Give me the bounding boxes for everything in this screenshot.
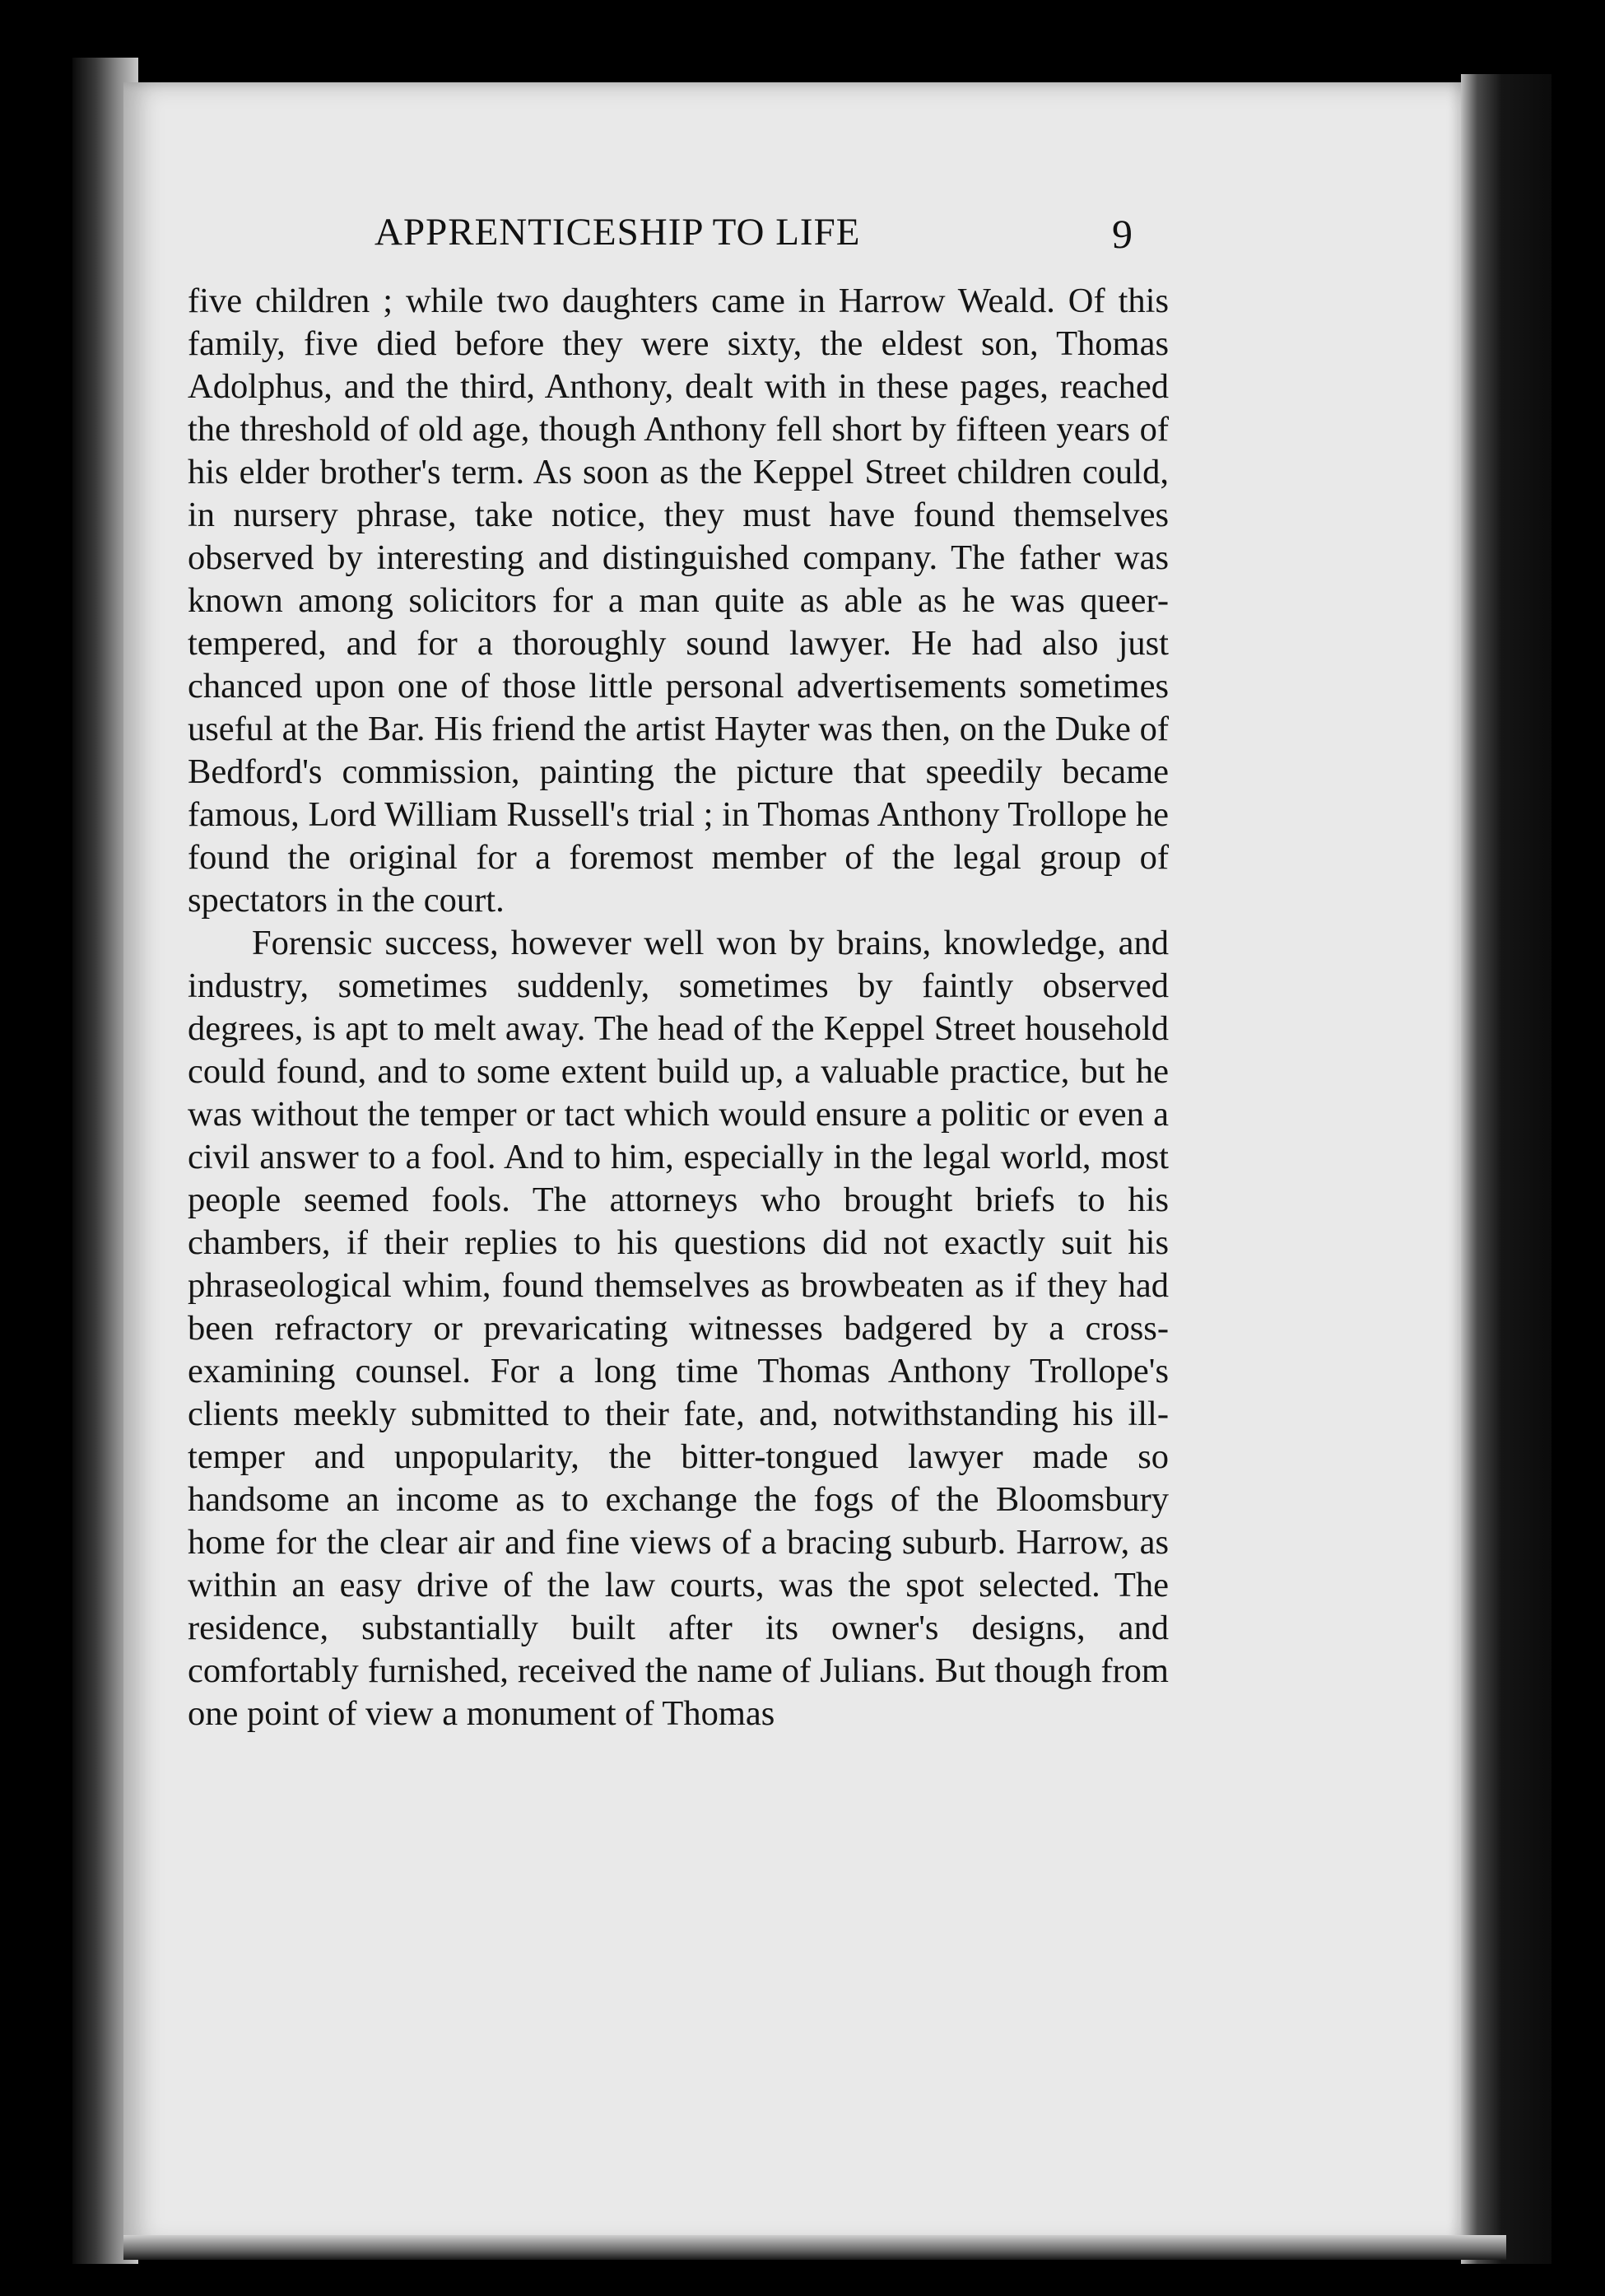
paragraph: Forensic success, however well won by brains, knowledge, and industry, sometimes suddenly, sometimes by faintly observed degrees, is apt to melt away. The head of the Keppel Street household could found, and to some extent build up, a valuable practice, but he was without the temper or tact which would ensure a politic or even a civil answer to a fool. And to him, especially in the legal world, most people seemed fools. The attorneys who brought briefs to his chambers, if their replies to his questions did not exactly suit his phraseological whim, found themselves as browbeaten as if they had been refractory or prevaricating witnesses badgered by a cross-examining counsel. For a long time Thomas Anthony Trollope's clients meekly submitted to their fate, and, notwithstanding his ill-temper and unpopularity, the bitter-tongued lawyer made so handsome an income as to exchange the fogs of the Bloomsbury home for the clear air and fine views of a bracing suburb. Harrow, as within an easy drive of the law courts, was the spot selected. The residence, substantially built after its owner's designs, and comfortably furnished, received the name of Julians. But though from one point of view a monument of Thomas (188, 924, 1169, 1733)
running-head-title: APPRENTICESHIP TO LIFE (374, 211, 861, 254)
book-cover-edge (1461, 74, 1552, 2264)
book-bottom-edge (123, 2235, 1506, 2260)
paragraph: five children ; while two daughters came in Harrow Weald. Of this family, five died before they were sixty, the eldest son, Thomas Adolphus, and the third, Anthony, dealt with in these pages, reached the threshold of old age, though Anthony fell short by fifteen years of his elder brother's term. As soon as the Keppel Street children could, in nursery phrase, take notice, they must have found themselves observed by interesting and distinguished company. The father was known among solicitors for a man quite as able as he was queer-tempered, and for a thoroughly sound lawyer. He had also just chanced upon one of those little personal advertisements sometimes useful at the Bar. His friend the artist Hayter was then, on the Duke of Bedford's commission, painting the picture that speedily became famous, Lord William Russell's trial ; in Thomas Anthony Trollope he found the original for a foremost member of the legal group of spectators in the court. (188, 282, 1169, 920)
page-number: 9 (1112, 211, 1133, 257)
running-head (374, 210, 1198, 259)
body-text (188, 280, 1169, 1735)
